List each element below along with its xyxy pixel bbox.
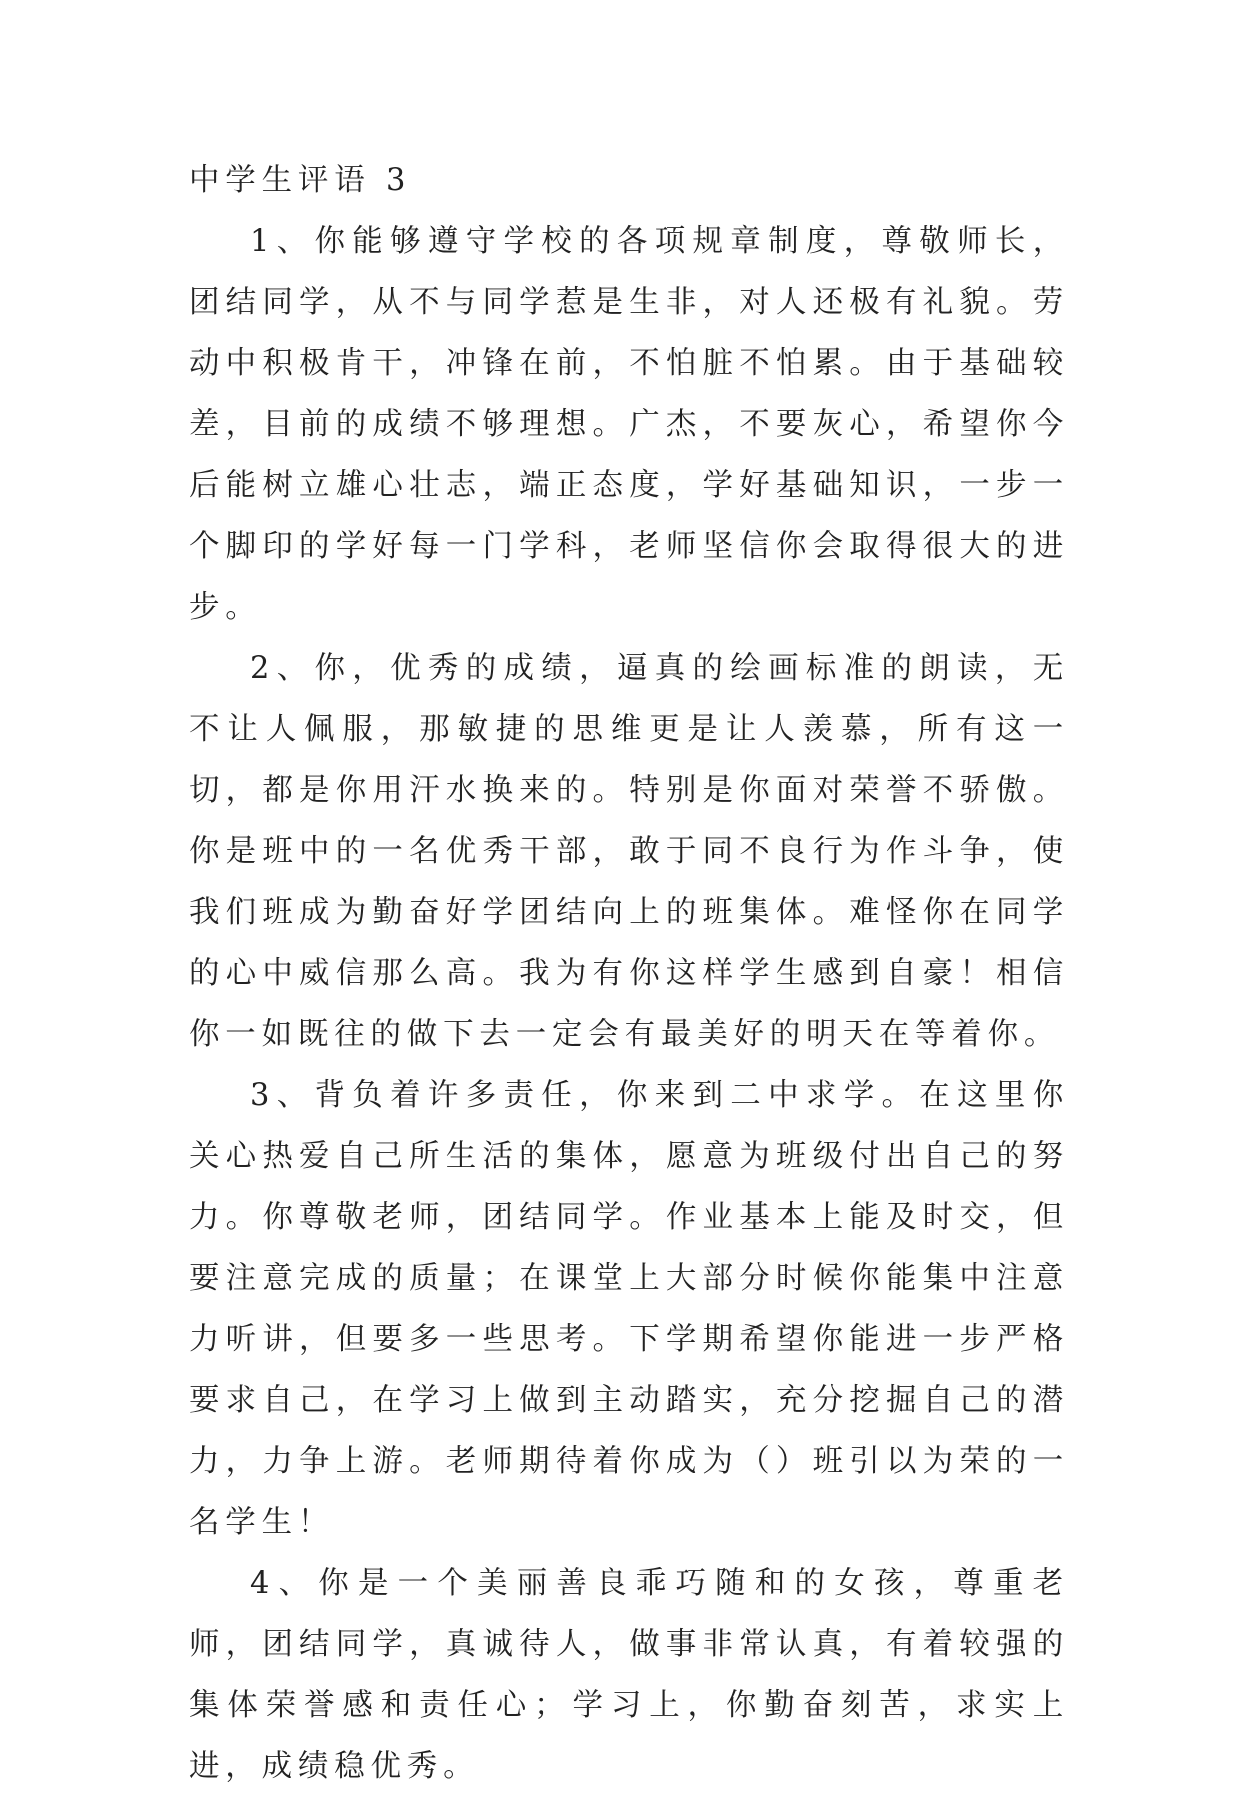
document-body: [189, 150, 1069, 1797]
comment-paragraph-4: 4、你是一个美丽善良乖巧随和的女孩，尊重老师，团结同学，真诚待人，做事非常认真，有着较强的集体荣誉感和责任心；学习上，你勤奋刻苦，求实上进，成绩稳优秀。: [189, 1566, 1069, 1784]
comment-paragraph-3: 3、背负着许多责任，你来到二中求学。在这里你关心热爱自己所生活的集体，愿意为班级付出自己的努力。你尊敬老师，团结同学。作业基本上能及时交，但要注意完成的质量；在课堂上大部分时候你能集中注意力听讲，但要多一些思考。下学期希望你能进一步严格要求自己，在学习上做到主动踏实，充分挖掘自己的潜力，力争上游。老师期待着你成为（）班引以为荣的一名学生！: [189, 1078, 1069, 1540]
comment-paragraph-1: 1、你能够遵守学校的各项规章制度，尊敬师长，团结同学，从不与同学惹是生非，对人还极有礼貌。劳动中积极肯干，冲锋在前，不怕脏不怕累。由于基础较差，目前的成绩不够理想。广杰，不要灰心，希望你今后能树立雄心壮志，端正态度，学好基础知识，一步一个脚印的学好每一门学科，老师坚信你会取得很大的进步。: [189, 224, 1069, 625]
document-title: 中学生评语 3: [189, 163, 412, 198]
comment-paragraph-2: 2、你，优秀的成绩，逼真的绘画标准的朗读，无不让人佩服，那敏捷的思维更是让人羡慕，所有这一切，都是你用汗水换来的。特别是你面对荣誉不骄傲。你是班中的一名优秀干部，敢于同不良行为作斗争，使我们班成为勤奋好学团结向上的班集体。难怪你在同学的心中威信那么高。我为有你这样学生感到自豪！相信你一如既往的做下去一定会有最美好的明天在等着你。: [189, 651, 1069, 1052]
